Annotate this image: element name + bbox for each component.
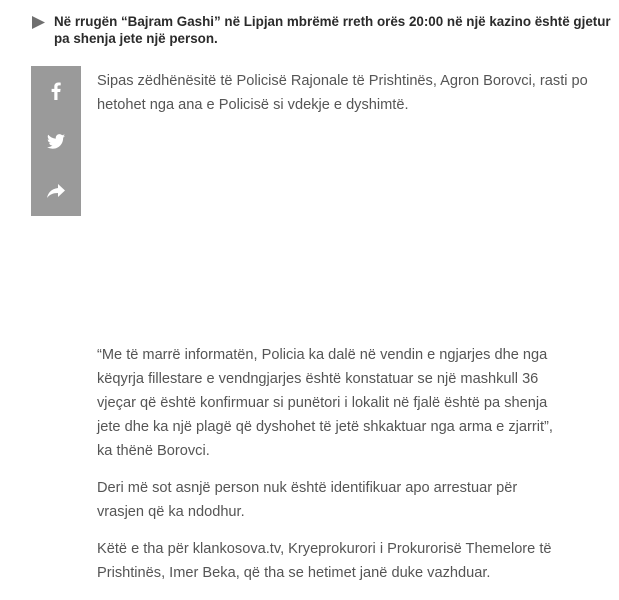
social-share-bar bbox=[31, 66, 81, 216]
article-lead bbox=[32, 13, 617, 47]
facebook-share-button[interactable] bbox=[31, 66, 81, 116]
article-paragraph: Deri më sot asnjë person nuk është identifikuar apo arrestuar për vrasjen që ka ndodhur. bbox=[97, 480, 518, 520]
share-arrow-icon bbox=[47, 184, 65, 198]
twitter-share-button[interactable] bbox=[31, 116, 81, 166]
article-intro: Sipas zëdhënësitë të Policisë Rajonale të Prishtinës, Agron Borovci, rasti po hetohet nga ana e Policisë si vdekje e dyshimtë. bbox=[97, 73, 588, 113]
lead-text: Në rrugën “Bajram Gashi” në Lipjan mbrëmë rreth orës 20:00 në një kazino është gjetur pa shenja jete një person. bbox=[54, 14, 611, 46]
facebook-icon bbox=[51, 82, 61, 100]
share-button[interactable] bbox=[31, 166, 81, 216]
twitter-icon bbox=[47, 134, 65, 149]
article-paragraph: Këtë e tha për klankosova.tv, Kryeprokurori i Prokurorisë Themelore të Prishtinës, Imer Beka, që tha se hetimet janë duke vazhduar. bbox=[97, 541, 552, 581]
article-paragraph: “Me të marrë informatën, Policia ka dalë në vendin e ngjarjes dhe nga këqyrja fillestare e vendngjarjes është konstatuar se një mashkull 36 vjeçar që është konfirmuar si punëtori i lokalit në fjalë është pa shenja jete dhe ka një plagë që dyshohet të jetë shkaktuar nga arma e zjarrit”, ka thënë Borovci. bbox=[97, 347, 553, 459]
article-body bbox=[97, 343, 567, 598]
triangle-bullet-icon bbox=[32, 16, 54, 29]
